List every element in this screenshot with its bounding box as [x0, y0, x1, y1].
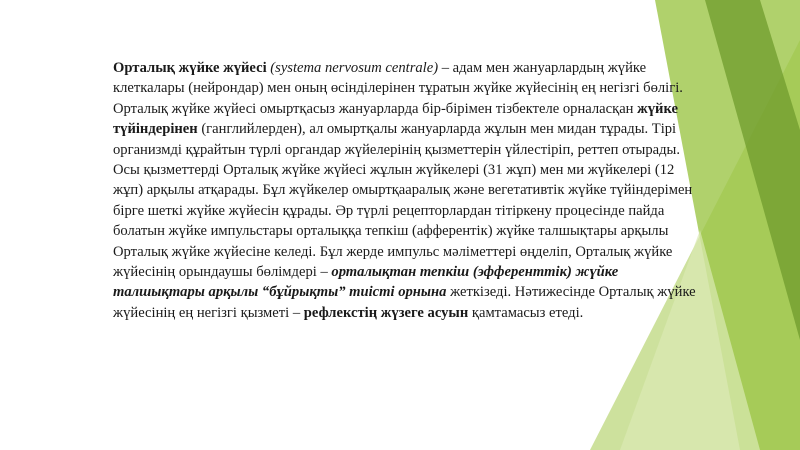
text-run: – адам мен жануарлардың жүйке клеткалары (нейрондар) мен оның өсінділерінен тұратын жүйке жүйесінің ең негізгі бөлігі. Орталық жүйке жүйесі омыртқасыз жануарларда бір-бірімен тізбектеле орналасқан [113, 60, 683, 117]
body-text [113, 58, 698, 323]
term-cns: Орталық жүйке жүйесі [113, 60, 267, 76]
latin-term: (systema nervosum centrale) [270, 60, 439, 76]
term-reflex: рефлекстің жүзеге асуын [303, 304, 469, 321]
text-run: (ганглийлерден), ал омыртқалы жануарларда жұлын мен мидан тұрады. Тірі организмді құрайтын түрлі органдар жүйелерінің қызметтерін үйлестіріп, реттеп отырады. Осы қызметтерді Орталық жүйке жүйесі жұлын жүйкелері (31 жұп) мен ми жүйкелері (12 жұп) арқылы атқарады. Бұл жүйкелер омыртқааралық және вегетативтік жүйке түйіндерімен бірге шеткі жүйке жүйесін құрады. Әр түрлі рецепторлардан тітіркену процесінде пайда болатын жүйке импульстары орталыққа тепкіш (афферентік) жүйке талшықтары арқылы Орталық жүйке жүйесіне келеді. Бұл жерде импульс мәліметтері өңделіп, Орталық жүйке жүйесінің орындаушы бөлімдері – [113, 121, 693, 281]
term-efferent: орталықтан тепкіш (эфференттік) жүйке талшықтары арқылы “бұйрықты” тиісті орнына [113, 264, 619, 301]
term-ganglia: жүйке түйіндерінен [113, 100, 678, 138]
text-run: қамтамасыз етеді. [468, 304, 584, 321]
text-run: жеткізеді. Нәтижесінде Орталық жүйке жүйесінің ең негізгі қызметі – [113, 284, 696, 321]
paragraph [113, 58, 698, 323]
